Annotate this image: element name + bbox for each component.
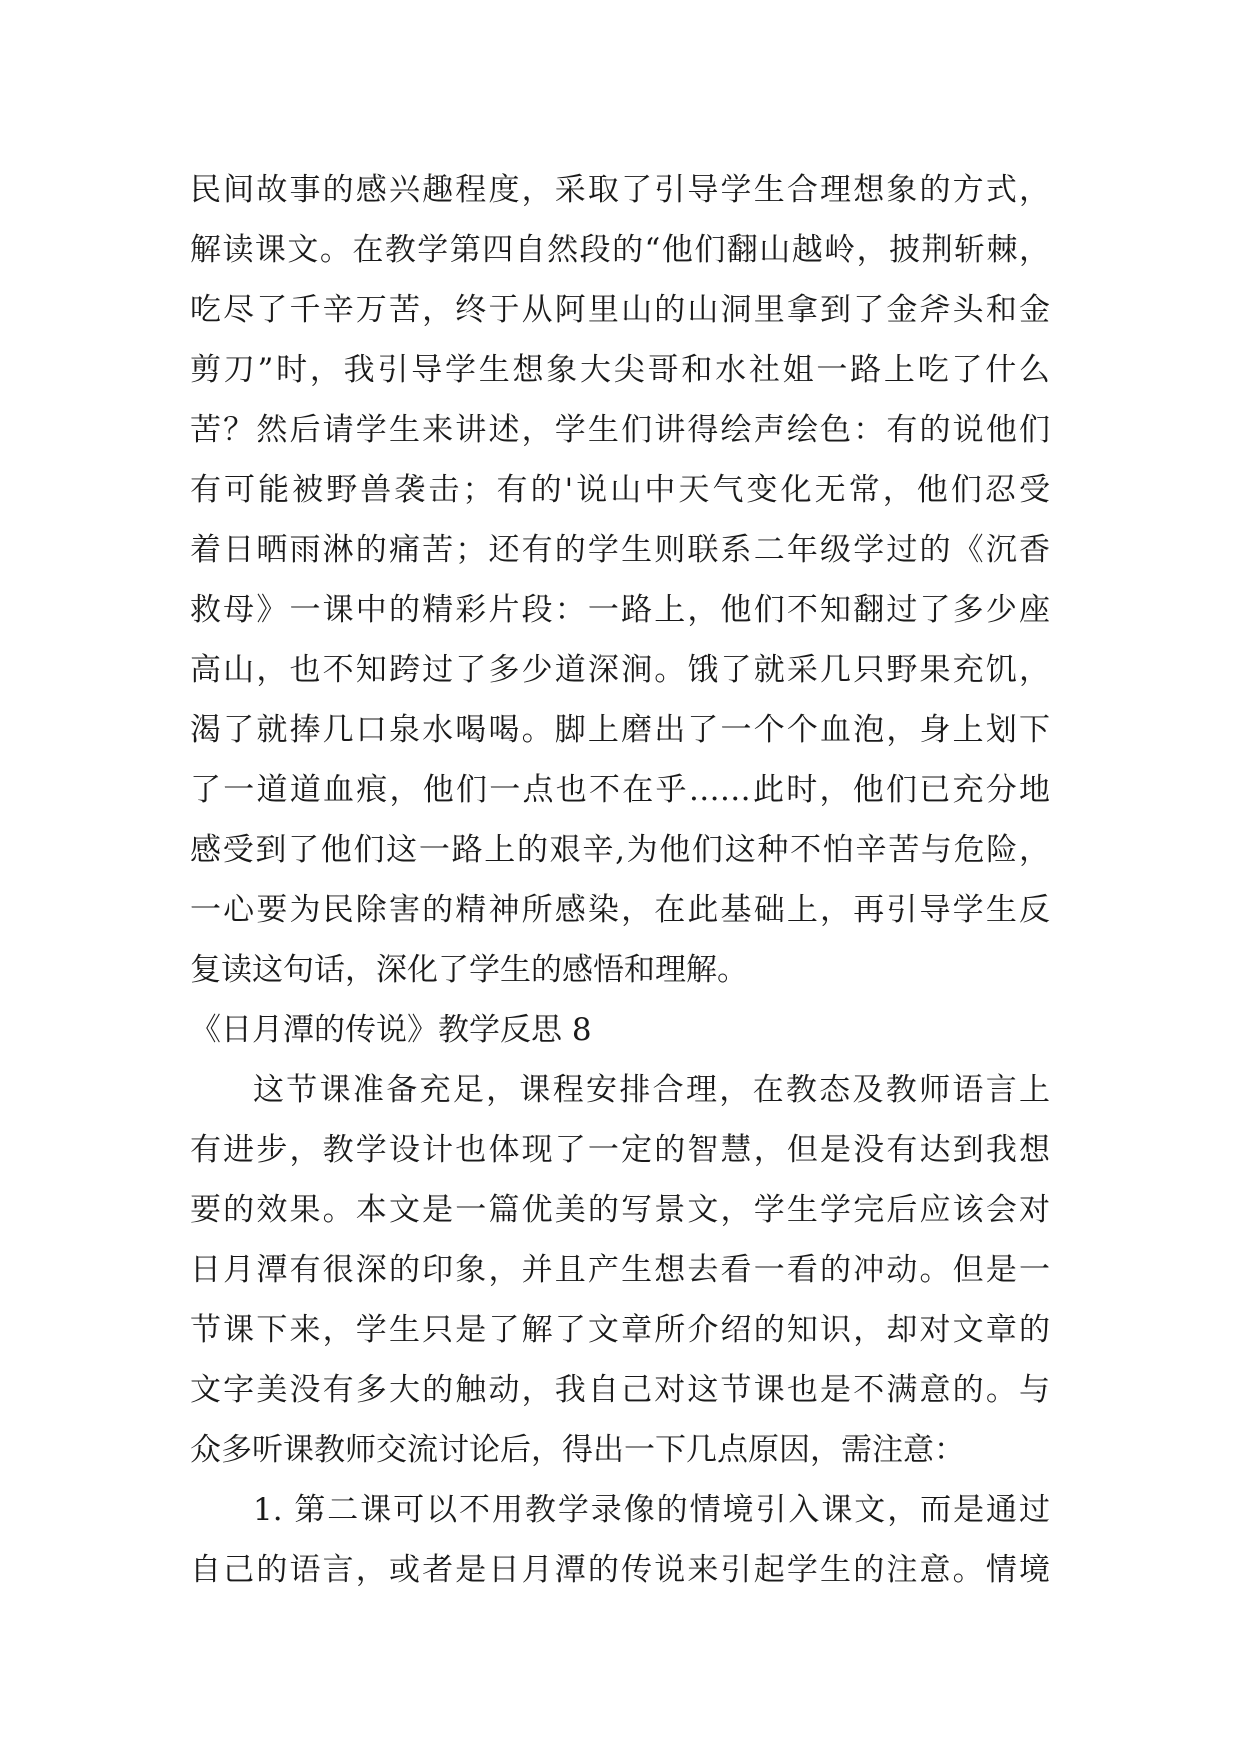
paragraph-line: 文字美没有多大的触动，我自己对这节课也是不满意的。与 <box>190 1372 1050 1408</box>
paragraph-3 <box>190 1480 1050 1600</box>
paragraph-line: 救母》一课中的精彩片段：一路上，他们不知翻过了多少座 <box>190 592 1050 628</box>
paragraph-line: 民间故事的感兴趣程度，采取了引导学生合理想象的方式， <box>190 172 1050 208</box>
numbered-point-line: 1. 第二课可以不用教学录像的情境引入课文，而是通过 <box>253 1492 1050 1528</box>
paragraph-line: 这节课准备充足，课程安排合理，在教态及教师语言上 <box>253 1072 1050 1108</box>
paragraph-line: 节课下来，学生只是了解了文章所介绍的知识，却对文章的 <box>190 1312 1050 1348</box>
paragraph-line: 日月潭有很深的印象，并且产生想去看一看的冲动。但是一 <box>190 1252 1050 1288</box>
paragraph-1 <box>190 160 1050 1000</box>
paragraph-line: 吃尽了千辛万苦，终于从阿里山的山洞里拿到了金斧头和金 <box>190 292 1050 328</box>
paragraph-line: 有可能被野兽袭击；有的'说山中天气变化无常，他们忍受 <box>190 472 1050 508</box>
paragraph-line: 了一道道血痕，他们一点也不在乎……此时，他们已充分地 <box>190 772 1050 808</box>
paragraph-line: 复读这句话，深化了学生的感悟和理解。 <box>190 952 748 988</box>
paragraph-line: 要的效果。本文是一篇优美的写景文，学生学完后应该会对 <box>190 1192 1050 1228</box>
section-heading: 《日月潭的传说》教学反思 8 <box>190 1012 592 1048</box>
text-column <box>190 160 1050 1600</box>
paragraph-line: 渴了就捧几口泉水喝喝。脚上磨出了一个个血泡，身上划下 <box>190 712 1050 748</box>
paragraph-line: 苦？然后请学生来讲述，学生们讲得绘声绘色：有的说他们 <box>190 412 1050 448</box>
paragraph-line: 有进步，教学设计也体现了一定的智慧，但是没有达到我想 <box>190 1132 1050 1168</box>
paragraph-line: 感受到了他们这一路上的艰辛,为他们这种不怕辛苦与危险， <box>190 832 1050 868</box>
paragraph-line: 剪刀”时，我引导学生想象大尖哥和水社姐一路上吃了什么 <box>190 352 1050 388</box>
paragraph-line: 众多听课教师交流讨论后，得出一下几点原因，需注意： <box>190 1432 965 1468</box>
paragraph-line: 解读课文。在教学第四自然段的“他们翻山越岭，披荆斩棘， <box>190 232 1050 268</box>
paragraph-line: 一心要为民除害的精神所感染，在此基础上，再引导学生反 <box>190 892 1050 928</box>
paragraph-line: 自己的语言，或者是日月潭的传说来引起学生的注意。情境 <box>190 1552 1050 1588</box>
paragraph-2 <box>190 1060 1050 1480</box>
paragraph-line: 高山，也不知跨过了多少道深涧。饿了就采几只野果充饥， <box>190 652 1050 688</box>
paragraph-line: 着日晒雨淋的痛苦；还有的学生则联系二年级学过的《沉香 <box>190 532 1050 568</box>
